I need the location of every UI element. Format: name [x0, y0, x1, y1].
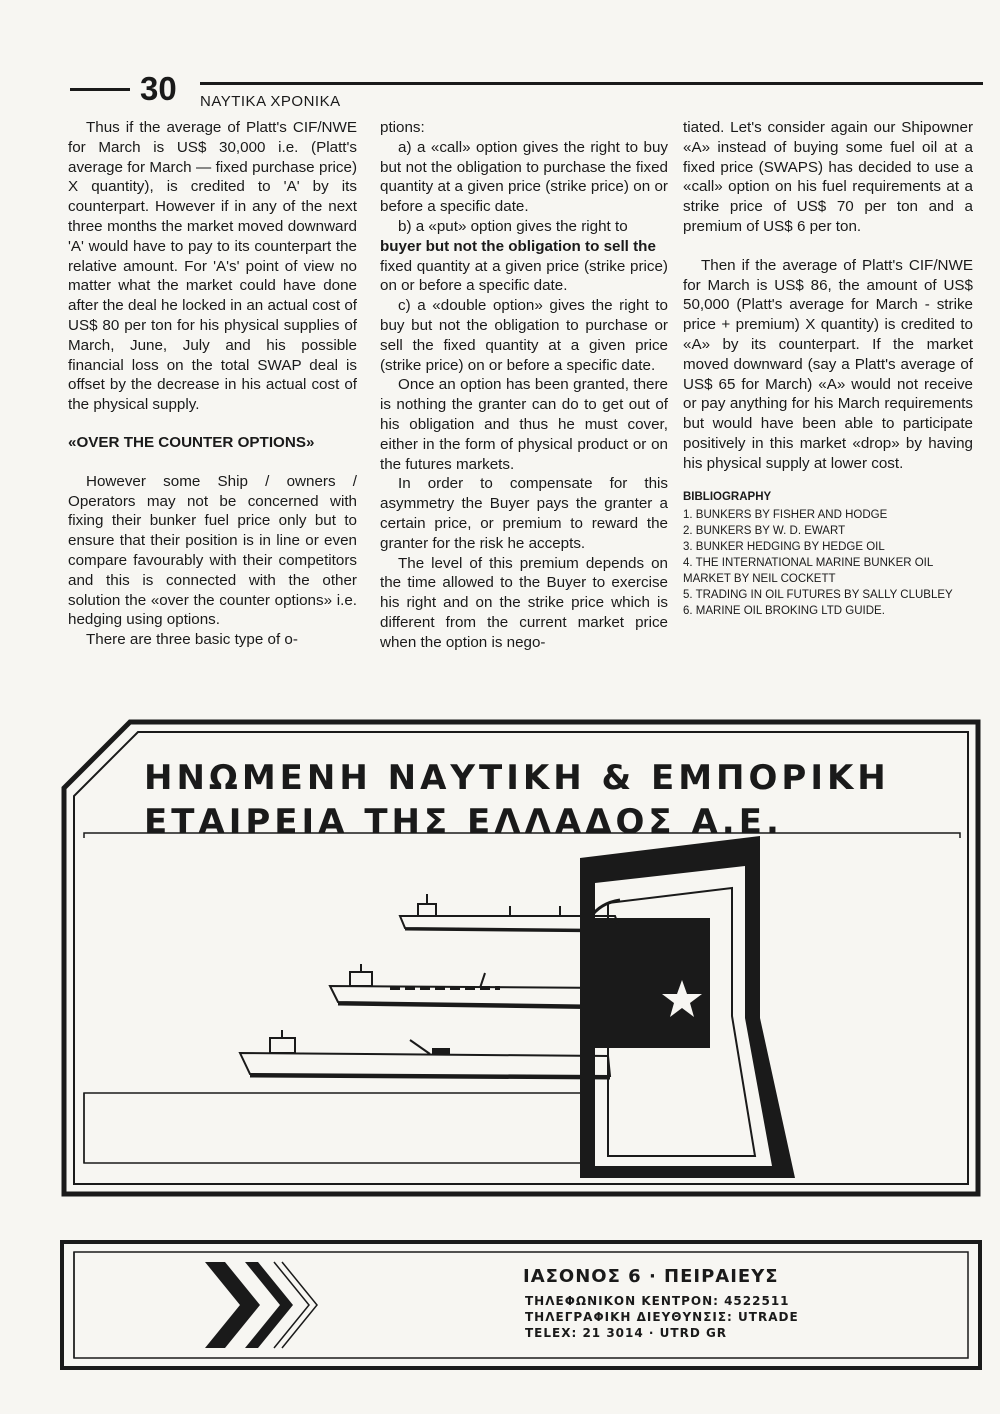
paragraph: ptions: [380, 119, 425, 136]
header-rule-left [70, 88, 130, 91]
column-1 [68, 118, 357, 650]
paragraph: c) a «double option» gives the right to buy but not the obligation to purchase or sell the fixed quantity at a given price (strike price) on or before a specific date. [380, 297, 668, 374]
bibliography-item: 2. BUNKERS BY W. D. EWART [683, 525, 846, 538]
column-2 [380, 118, 668, 653]
paragraph: tiated. Let's consider again our Shipowner «A» instead of buying some fuel oil at a fixed price (SWAPS) has decided to use a «call» option on his fuel requirements at a strike price of US$ 70 per ton and a premium of US$ 6 per ton. [683, 119, 973, 235]
paragraph: fixed quantity at a given price (strike price) on or before a specific date. [380, 257, 668, 295]
paragraph-bold-line: buyer but not the obligation to sell the [380, 237, 656, 255]
paragraph: In order to compensate for this asymmetry the Buyer pays the granter a certain price, or premium to reward the granter for the risk he accepts. [380, 475, 668, 552]
paragraph: Once an option has been granted, there is nothing the granter can do to get out of his obligation and thus he must cover, either in the form of physical product or on the futures markets. [380, 376, 668, 473]
bibliography-item: 4. THE INTERNATIONAL MARINE BUNKER OIL MARKET BY NEIL COCKETT [683, 557, 933, 586]
paragraph: There are three basic type of o- [86, 631, 298, 649]
bibliography-item: 6. MARINE OIL BROKING LTD GUIDE. [683, 605, 885, 618]
paragraph: The level of this premium depends on the time allowed to the Buyer to exercise his right and on the strike price which is different from the current market price when the option is nego- [380, 554, 668, 651]
company-address-box [60, 1240, 982, 1370]
bibliography-heading: BIBLIOGRAPHY [683, 490, 772, 503]
telex-line: TELEX: 21 3014 · UTRD GR [525, 1326, 728, 1340]
phone-line: ΤΗΛΕΦΩΝΙΚΟΝ ΚΕΝΤΡΟΝ: 4522511 [525, 1294, 790, 1308]
paragraph: Thus if the average of Platt's CIF/NWE for March is US$ 30,000 i.e. (Platt's average for March — fixed purchase price) X quantity), is credited to 'A' by its counterpart. However if in any of the next three months the market moved downward 'A' would have to pay to its counterpart the relative amount. For 'A's' point of view no matter what the market could have done after the deal he locked in an actual cost of US$ 80 per ton for his physical supplies of March, June, July and his possible financial loss on the total SWAP deal is offset by the decrease in his actual cost of the physical supply. [68, 119, 357, 414]
section-heading: «OVER THE COUNTER OPTIONS» [68, 433, 315, 451]
bibliography-item: 3. BUNKER HEDGING BY HEDGE OIL [683, 541, 885, 554]
paragraph: b) a «put» option gives the right to [398, 217, 628, 235]
chevron-arrows-icon [60, 1240, 982, 1370]
column-3 [683, 118, 973, 619]
company-name-line-2: ΕΤΑΙΡΕΙΑ ΤΗΣ ΕΛΛΑΔΟΣ Α.Ε. [144, 802, 783, 842]
company-name-line-1: ΗΝΩΜΕΝΗ ΝΑΥΤΙΚΗ & ΕΜΠΟΡΙΚΗ [144, 758, 890, 798]
bibliography-list [683, 507, 973, 619]
address-line: ΙΑΣΟΝΟΣ 6 · ΠΕΙΡΑΙΕΥΣ [523, 1266, 779, 1287]
company-advertisement [60, 718, 982, 1200]
bibliography-item: 1. BUNKERS BY FISHER AND HODGE [683, 509, 888, 522]
bibliography-item: 5. TRADING IN OIL FUTURES BY SALLY CLUBLEY [683, 589, 953, 602]
telegraph-line: ΤΗΛΕΓΡΑΦΙΚΗ ΔΙΕΥΘΥΝΣΙΣ: UTRADE [525, 1310, 799, 1324]
paragraph: a) a «call» option gives the right to buy but not the obligation to purchase the fixed quantity at a given price (strike price) on or before a specific date. [380, 138, 668, 216]
magazine-title: ΝΑΥΤΙΚΑ ΧΡΟΝΙΚΑ [200, 93, 341, 110]
header-rule-right [200, 82, 983, 85]
paragraph: However some Ship / owners / Operators may not be concerned with fixing their bunker fuel price only but to ensure that their position is in line or even compare favourably with their competitors and this is connected with the other solution the «over the counter options» i.e. hedging using options. [68, 472, 357, 629]
page-number: 30 [140, 70, 177, 107]
paragraph: Then if the average of Platt's CIF/NWE for March is US$ 86, the amount of US$ 50,000 (Platt's average for March - strike price + premium) X quantity) is credited to «A» by its counterpart. If the market moved downward (say a Platt's average of US$ 65 for March) «A» would not receive or pay anything for his March requirements but would have been able to participate positively in this market «drop» by having his physical supply at lower cost. [683, 256, 973, 472]
